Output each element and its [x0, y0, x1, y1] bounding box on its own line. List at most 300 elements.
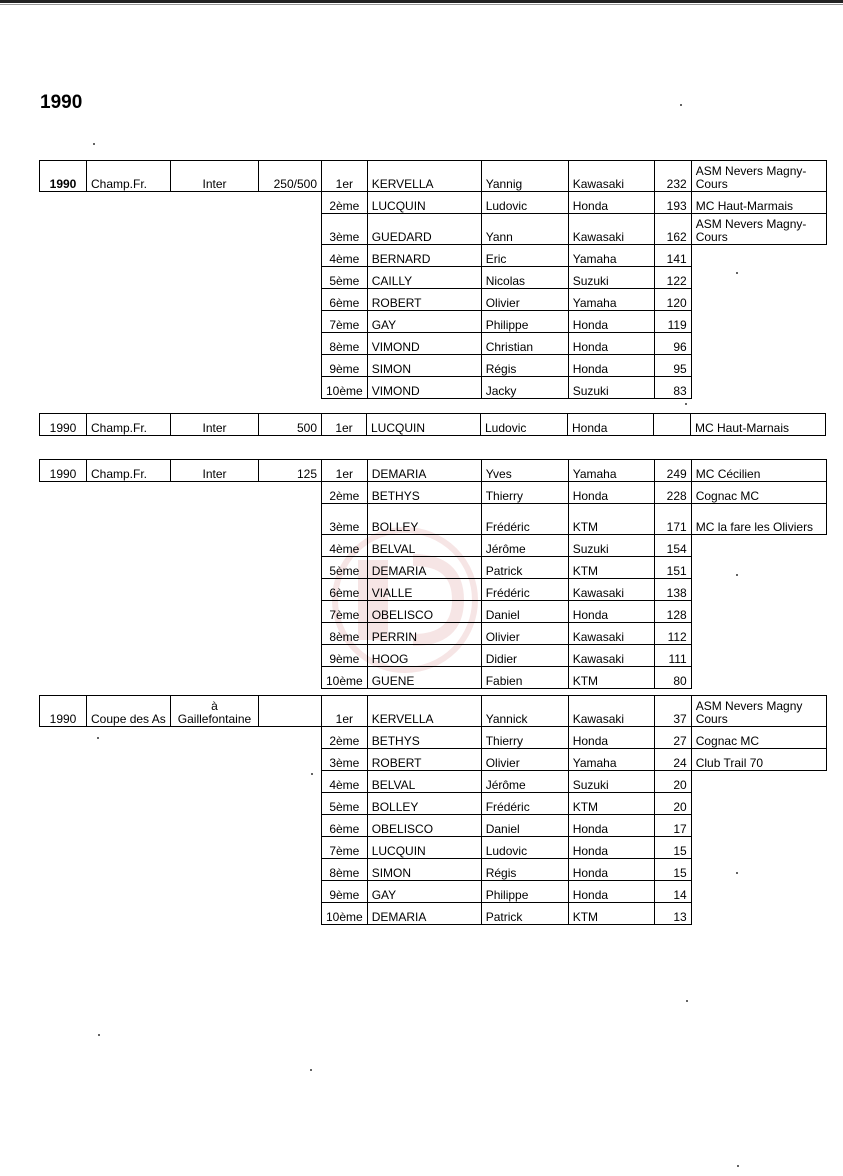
firstname-cell: Thierry: [481, 727, 568, 749]
surname-cell: BOLLEY: [367, 793, 481, 815]
rank-cell: 5ème: [322, 557, 368, 579]
rank-cell: 9ème: [322, 645, 368, 667]
rank-cell: 10ème: [322, 667, 368, 689]
event-cell: Champ.Fr.: [87, 460, 171, 482]
firstname-cell: Fabien: [481, 667, 568, 689]
surname-cell: DEMARIA: [367, 460, 481, 482]
table-row: [40, 837, 827, 859]
empty-cell: [259, 881, 322, 903]
empty-cell: [87, 214, 171, 245]
table-row: [40, 267, 827, 289]
surname-cell: GUEDARD: [367, 214, 481, 245]
surname-cell: KERVELLA: [367, 161, 481, 192]
bike-cell: Suzuki: [568, 377, 654, 399]
points-cell: 249: [654, 460, 691, 482]
points-cell: 17: [654, 815, 691, 837]
empty-cell: [40, 579, 87, 601]
empty-cell: [87, 504, 171, 535]
empty-cell: [87, 771, 171, 793]
bike-cell: Honda: [568, 881, 654, 903]
empty-cell: [171, 749, 259, 771]
rank-cell: 2ème: [322, 727, 368, 749]
firstname-cell: Ludovic: [481, 837, 568, 859]
firstname-cell: Olivier: [481, 749, 568, 771]
empty-cell: [171, 535, 259, 557]
empty-cell: [171, 771, 259, 793]
empty-cell: [40, 623, 87, 645]
club-cell: MC Haut-Marmais: [691, 192, 826, 214]
bike-cell: Kawasaki: [568, 645, 654, 667]
points-cell: 20: [654, 771, 691, 793]
points-cell: 128: [654, 601, 691, 623]
year-cell: 1990: [40, 460, 87, 482]
table-row: [40, 355, 827, 377]
firstname-cell: Frédéric: [481, 579, 568, 601]
rank-cell: 3ème: [322, 504, 368, 535]
rank-cell: 6ème: [322, 289, 368, 311]
surname-cell: KERVELLA: [367, 696, 481, 727]
empty-cell: [87, 482, 171, 504]
points-cell: 15: [654, 859, 691, 881]
scan-speck: [310, 1069, 312, 1071]
rank-cell: 8ème: [322, 623, 368, 645]
results-table-coupe-des-as: [39, 695, 827, 925]
bike-cell: Honda: [568, 192, 654, 214]
rank-cell: 4ème: [322, 771, 368, 793]
surname-cell: VIMOND: [367, 377, 481, 399]
bike-cell: Yamaha: [568, 289, 654, 311]
surname-cell: BOLLEY: [367, 504, 481, 535]
surname-cell: ROBERT: [367, 289, 481, 311]
points-cell: 232: [654, 161, 691, 192]
empty-cell: [259, 815, 322, 837]
empty-cell: [171, 482, 259, 504]
surname-cell: DEMARIA: [367, 557, 481, 579]
club-cell: [691, 289, 826, 311]
empty-cell: [171, 289, 259, 311]
firstname-cell: Régis: [481, 859, 568, 881]
bike-cell: KTM: [568, 793, 654, 815]
points-cell: 20: [654, 793, 691, 815]
event-cell: Champ.Fr.: [87, 161, 171, 192]
firstname-cell: Yannig: [481, 161, 568, 192]
table-row: [40, 214, 827, 245]
bike-cell: Honda: [568, 601, 654, 623]
club-cell: MC la fare les Oliviers: [691, 504, 826, 535]
category-cell: Inter: [171, 414, 259, 436]
firstname-cell: Ludovic: [481, 192, 568, 214]
club-cell: [691, 771, 826, 793]
empty-cell: [87, 557, 171, 579]
bike-cell: Honda: [568, 333, 654, 355]
points-cell: [654, 414, 691, 436]
empty-cell: [40, 192, 87, 214]
empty-cell: [87, 881, 171, 903]
scan-speck: [736, 872, 738, 874]
firstname-cell: Nicolas: [481, 267, 568, 289]
table-row: [40, 460, 827, 482]
empty-cell: [171, 214, 259, 245]
bike-cell: Honda: [568, 859, 654, 881]
firstname-cell: Jacky: [481, 377, 568, 399]
bike-cell: Kawasaki: [568, 214, 654, 245]
scan-speck: [98, 1034, 100, 1036]
bike-cell: Honda: [568, 311, 654, 333]
empty-cell: [40, 333, 87, 355]
empty-cell: [171, 623, 259, 645]
empty-cell: [259, 333, 322, 355]
surname-cell: BERNARD: [367, 245, 481, 267]
table-row: [40, 311, 827, 333]
points-cell: 154: [654, 535, 691, 557]
empty-cell: [87, 815, 171, 837]
empty-cell: [40, 355, 87, 377]
empty-cell: [87, 192, 171, 214]
club-cell: Cognac MC: [691, 482, 826, 504]
rank-cell: 2ème: [322, 482, 368, 504]
empty-cell: [87, 667, 171, 689]
bike-cell: Kawasaki: [568, 161, 654, 192]
table-row: [40, 289, 827, 311]
club-cell: ASM Nevers Magny-Cours: [691, 161, 826, 192]
firstname-cell: Yann: [481, 214, 568, 245]
bike-cell: KTM: [568, 903, 654, 925]
empty-cell: [40, 482, 87, 504]
empty-cell: [40, 749, 87, 771]
rank-cell: 9ème: [322, 355, 368, 377]
empty-cell: [40, 311, 87, 333]
empty-cell: [259, 623, 322, 645]
rank-cell: 6ème: [322, 815, 368, 837]
table-row: [40, 414, 826, 436]
firstname-cell: Jérôme: [481, 771, 568, 793]
club-cell: [691, 355, 826, 377]
bike-cell: Honda: [568, 837, 654, 859]
rank-cell: 1er: [322, 696, 368, 727]
empty-cell: [171, 815, 259, 837]
empty-cell: [40, 667, 87, 689]
empty-cell: [171, 601, 259, 623]
surname-cell: SIMON: [367, 355, 481, 377]
empty-cell: [171, 793, 259, 815]
event-cell: Coupe des As: [87, 696, 171, 727]
table-row: [40, 535, 827, 557]
empty-cell: [87, 289, 171, 311]
club-cell: [691, 267, 826, 289]
scan-speck: [685, 403, 687, 405]
firstname-cell: Didier: [481, 645, 568, 667]
empty-cell: [40, 859, 87, 881]
rank-cell: 7ème: [322, 601, 368, 623]
points-cell: 80: [654, 667, 691, 689]
empty-cell: [40, 535, 87, 557]
firstname-cell: Olivier: [481, 623, 568, 645]
points-cell: 120: [654, 289, 691, 311]
points-cell: 151: [654, 557, 691, 579]
year-cell: 1990: [40, 696, 87, 727]
surname-cell: BETHYS: [367, 482, 481, 504]
club-cell: [691, 311, 826, 333]
table-row: [40, 579, 827, 601]
points-cell: 171: [654, 504, 691, 535]
page-title: 1990: [40, 92, 83, 113]
bike-cell: Honda: [568, 414, 654, 436]
bike-cell: Honda: [568, 727, 654, 749]
year-cell: 1990: [40, 161, 87, 192]
empty-cell: [171, 881, 259, 903]
empty-cell: [40, 267, 87, 289]
rank-cell: 8ème: [322, 859, 368, 881]
firstname-cell: Eric: [481, 245, 568, 267]
firstname-cell: Patrick: [481, 903, 568, 925]
results-table-500: [39, 413, 826, 436]
empty-cell: [87, 267, 171, 289]
club-cell: MC Cécilien: [691, 460, 826, 482]
empty-cell: [259, 267, 322, 289]
rank-cell: 8ème: [322, 333, 368, 355]
club-cell: ASM Nevers Magny-Cours: [691, 214, 826, 245]
table-row: [40, 504, 827, 535]
bike-cell: Yamaha: [568, 460, 654, 482]
firstname-cell: Philippe: [481, 311, 568, 333]
surname-cell: SIMON: [367, 859, 481, 881]
empty-cell: [259, 667, 322, 689]
surname-cell: GAY: [367, 311, 481, 333]
club-cell: MC Haut-Marnais: [691, 414, 826, 436]
surname-cell: VIALLE: [367, 579, 481, 601]
empty-cell: [259, 749, 322, 771]
points-cell: 96: [654, 333, 691, 355]
empty-cell: [87, 311, 171, 333]
empty-cell: [259, 535, 322, 557]
points-cell: 15: [654, 837, 691, 859]
table-row: [40, 192, 827, 214]
empty-cell: [87, 377, 171, 399]
empty-cell: [40, 245, 87, 267]
table-row: [40, 815, 827, 837]
rank-cell: 6ème: [322, 579, 368, 601]
rank-cell: 1er: [322, 414, 367, 436]
table-row: [40, 482, 827, 504]
table-row: [40, 793, 827, 815]
firstname-cell: Jérôme: [481, 535, 568, 557]
empty-cell: [171, 311, 259, 333]
empty-cell: [87, 727, 171, 749]
empty-cell: [40, 727, 87, 749]
firstname-cell: Olivier: [481, 289, 568, 311]
points-cell: 138: [654, 579, 691, 601]
top-border-shadow: [0, 4, 843, 5]
empty-cell: [40, 837, 87, 859]
bike-cell: Honda: [568, 482, 654, 504]
empty-cell: [87, 355, 171, 377]
points-cell: 14: [654, 881, 691, 903]
club-cell: [691, 859, 826, 881]
bike-cell: KTM: [568, 504, 654, 535]
points-cell: 162: [654, 214, 691, 245]
empty-cell: [259, 377, 322, 399]
club-cell: [691, 837, 826, 859]
points-cell: 112: [654, 623, 691, 645]
empty-cell: [87, 645, 171, 667]
scan-speck: [736, 272, 738, 274]
firstname-cell: Ludovic: [481, 414, 568, 436]
surname-cell: OBELISCO: [367, 601, 481, 623]
points-cell: 83: [654, 377, 691, 399]
empty-cell: [259, 192, 322, 214]
empty-cell: [259, 289, 322, 311]
club-cell: [691, 815, 826, 837]
empty-cell: [87, 793, 171, 815]
rank-cell: 7ème: [322, 837, 368, 859]
surname-cell: BETHYS: [367, 727, 481, 749]
club-cell: Cognac MC: [691, 727, 826, 749]
firstname-cell: Daniel: [481, 601, 568, 623]
empty-cell: [259, 579, 322, 601]
class-cell: 250/500: [259, 161, 322, 192]
empty-cell: [40, 504, 87, 535]
surname-cell: ROBERT: [367, 749, 481, 771]
empty-cell: [259, 214, 322, 245]
scan-speck: [97, 737, 99, 739]
points-cell: 111: [654, 645, 691, 667]
firstname-cell: Daniel: [481, 815, 568, 837]
empty-cell: [259, 793, 322, 815]
empty-cell: [259, 903, 322, 925]
empty-cell: [87, 579, 171, 601]
firstname-cell: Frédéric: [481, 504, 568, 535]
firstname-cell: Yves: [481, 460, 568, 482]
club-cell: Club Trail 70: [691, 749, 826, 771]
club-cell: [691, 557, 826, 579]
club-cell: [691, 645, 826, 667]
empty-cell: [259, 645, 322, 667]
table-row: [40, 903, 827, 925]
empty-cell: [259, 727, 322, 749]
empty-cell: [171, 579, 259, 601]
empty-cell: [87, 837, 171, 859]
empty-cell: [40, 377, 87, 399]
empty-cell: [87, 333, 171, 355]
class-cell: 125: [259, 460, 322, 482]
rank-cell: 9ème: [322, 881, 368, 903]
empty-cell: [171, 504, 259, 535]
empty-cell: [259, 355, 322, 377]
table-row: [40, 859, 827, 881]
bike-cell: KTM: [568, 667, 654, 689]
empty-cell: [259, 504, 322, 535]
bike-cell: Suzuki: [568, 267, 654, 289]
table-row: [40, 557, 827, 579]
bike-cell: Kawasaki: [568, 623, 654, 645]
table-row: [40, 881, 827, 903]
scan-speck: [736, 574, 738, 576]
table-row: [40, 696, 827, 727]
rank-cell: 10ème: [322, 903, 368, 925]
points-cell: 228: [654, 482, 691, 504]
club-cell: [691, 333, 826, 355]
surname-cell: PERRIN: [367, 623, 481, 645]
category-cell: Inter: [171, 460, 259, 482]
empty-cell: [171, 727, 259, 749]
bike-cell: Kawasaki: [568, 696, 654, 727]
firstname-cell: Philippe: [481, 881, 568, 903]
points-cell: 141: [654, 245, 691, 267]
empty-cell: [259, 245, 322, 267]
rank-cell: 5ème: [322, 793, 368, 815]
results-table-250-500: [39, 160, 827, 399]
table-row: [40, 623, 827, 645]
points-cell: 37: [654, 696, 691, 727]
empty-cell: [40, 214, 87, 245]
rank-cell: 1er: [322, 460, 368, 482]
empty-cell: [259, 859, 322, 881]
empty-cell: [40, 903, 87, 925]
empty-cell: [40, 645, 87, 667]
empty-cell: [40, 289, 87, 311]
firstname-cell: Thierry: [481, 482, 568, 504]
bike-cell: Honda: [568, 815, 654, 837]
bike-cell: Honda: [568, 355, 654, 377]
empty-cell: [171, 192, 259, 214]
points-cell: 122: [654, 267, 691, 289]
points-cell: 13: [654, 903, 691, 925]
class-cell: [259, 696, 322, 727]
results-table-125: [39, 459, 827, 689]
bike-cell: Kawasaki: [568, 579, 654, 601]
empty-cell: [40, 815, 87, 837]
table-row: [40, 377, 827, 399]
event-cell: Champ.Fr.: [87, 414, 171, 436]
firstname-cell: Patrick: [481, 557, 568, 579]
empty-cell: [87, 245, 171, 267]
empty-cell: [40, 771, 87, 793]
firstname-cell: Régis: [481, 355, 568, 377]
surname-cell: HOOG: [367, 645, 481, 667]
scan-speck: [686, 1000, 688, 1002]
empty-cell: [171, 333, 259, 355]
surname-cell: LUCQUIN: [367, 837, 481, 859]
empty-cell: [171, 859, 259, 881]
surname-cell: BELVAL: [367, 771, 481, 793]
empty-cell: [171, 377, 259, 399]
club-cell: [691, 579, 826, 601]
table-row: [40, 245, 827, 267]
firstname-cell: Frédéric: [481, 793, 568, 815]
empty-cell: [87, 535, 171, 557]
empty-cell: [40, 601, 87, 623]
empty-cell: [259, 482, 322, 504]
surname-cell: GAY: [367, 881, 481, 903]
empty-cell: [259, 837, 322, 859]
bike-cell: Suzuki: [568, 535, 654, 557]
table-row: [40, 161, 827, 192]
surname-cell: BELVAL: [367, 535, 481, 557]
surname-cell: OBELISCO: [367, 815, 481, 837]
scan-speck: [311, 773, 313, 775]
class-cell: 500: [259, 414, 322, 436]
empty-cell: [40, 793, 87, 815]
club-cell: [691, 601, 826, 623]
club-cell: [691, 667, 826, 689]
club-cell: [691, 623, 826, 645]
surname-cell: VIMOND: [367, 333, 481, 355]
points-cell: 95: [654, 355, 691, 377]
table-row: [40, 727, 827, 749]
empty-cell: [171, 557, 259, 579]
category-cell: à Gaillefontaine: [171, 696, 259, 727]
rank-cell: 2ème: [322, 192, 368, 214]
